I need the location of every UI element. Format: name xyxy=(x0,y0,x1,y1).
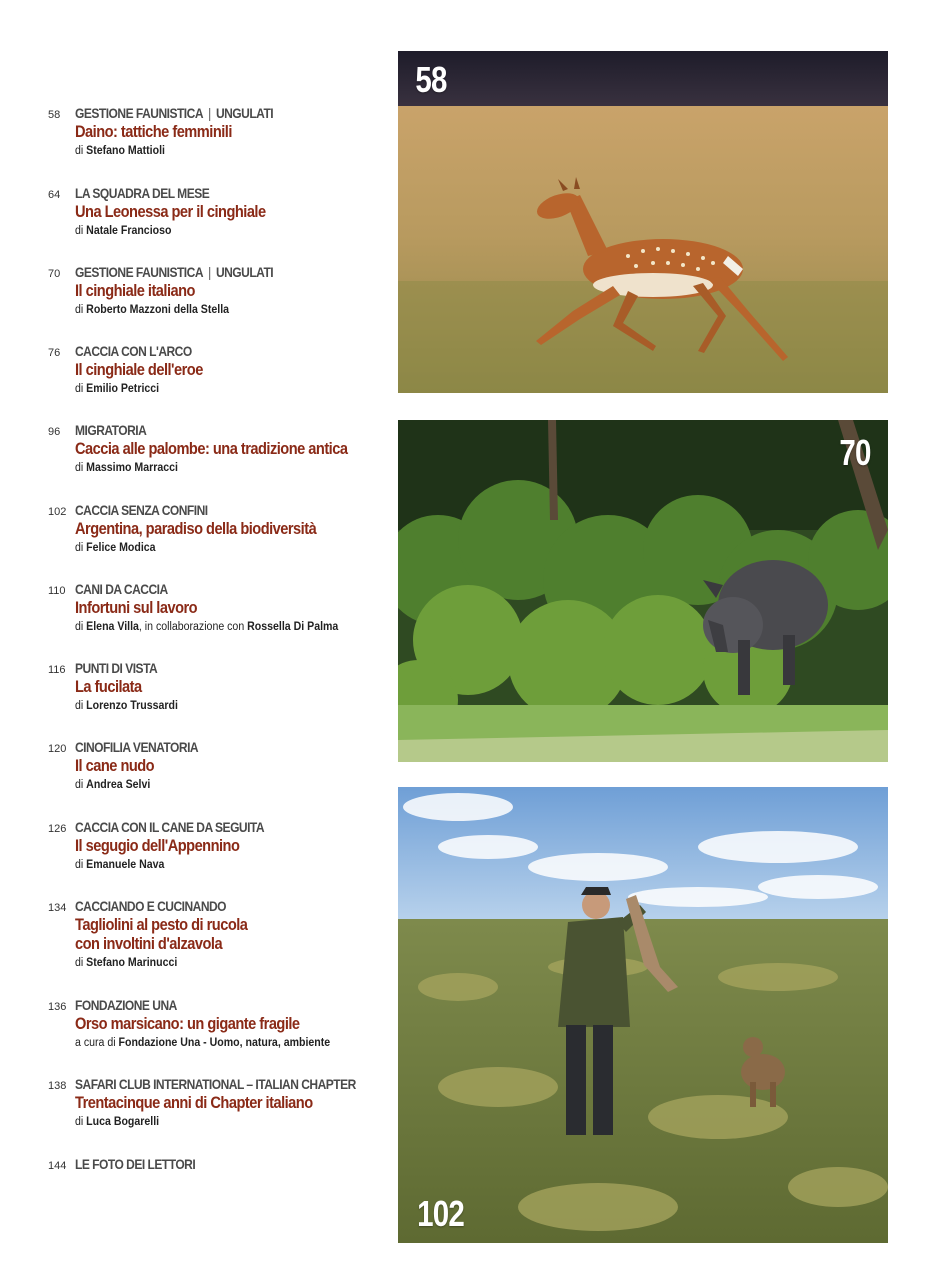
category-label: PUNTI DI VISTA xyxy=(75,660,158,676)
entry-title[interactable]: Trentacinque anni di Chapter italiano xyxy=(75,1093,313,1112)
entry-byline xyxy=(75,620,369,635)
author-name: Emanuele Nava xyxy=(86,859,165,871)
author-name: Stefano Marinucci xyxy=(86,957,178,969)
category-label: CANI DA CACCIA xyxy=(75,581,168,597)
entry-text xyxy=(75,263,395,318)
category-label: LE FOTO DEI LETTORI xyxy=(75,1156,196,1172)
entry-text xyxy=(75,1155,395,1173)
byline-prefix: di xyxy=(75,621,84,633)
byline-prefix: a cura di xyxy=(75,1037,116,1049)
entry-text xyxy=(75,818,395,873)
category-label: GESTIONE FAUNISTICA xyxy=(75,264,204,280)
entry-category xyxy=(75,818,350,836)
page-number: 70 xyxy=(48,268,61,280)
author-name: Felice Modica xyxy=(86,542,156,554)
entry-title[interactable]: Il cinghiale italiano xyxy=(75,281,195,300)
byline-prefix: di xyxy=(75,957,84,969)
author-name: Natale Francioso xyxy=(86,225,172,237)
author-name: Roberto Mazzoni della Stella xyxy=(86,304,230,316)
entry-category xyxy=(75,1155,350,1173)
subcategory-label: UNGULATI xyxy=(215,105,274,121)
entry-title[interactable]: Il cane nudo xyxy=(75,756,155,775)
entry-byline xyxy=(75,144,369,159)
byline-prefix: di xyxy=(75,542,84,554)
entry-text xyxy=(75,342,395,397)
entry-text xyxy=(75,580,395,635)
entry-title[interactable]: Il segugio dell'Appennino xyxy=(75,836,240,855)
category-label: GESTIONE FAUNISTICA xyxy=(75,105,204,121)
entry-byline xyxy=(75,461,369,476)
page-number: 136 xyxy=(48,1001,67,1013)
entry-byline xyxy=(75,1036,369,1051)
category-label: CACCIA CON IL CANE DA SEGUITA xyxy=(75,819,265,835)
byline-prefix: di xyxy=(75,700,84,712)
entry-text xyxy=(75,897,395,971)
entry-title[interactable]: Argentina, paradiso della biodiversità xyxy=(75,519,317,538)
byline-prefix: di xyxy=(75,462,84,474)
entry-text xyxy=(75,184,395,239)
entry-title[interactable]: La fucilata xyxy=(75,677,142,696)
entry-text xyxy=(75,996,395,1051)
page-number: 76 xyxy=(48,347,61,359)
byline-prefix: di xyxy=(75,304,84,316)
byline-prefix: di xyxy=(75,859,84,871)
category-label: CACCIANDO E CUCINANDO xyxy=(75,898,227,914)
byline-prefix: di xyxy=(75,145,84,157)
page-number: 126 xyxy=(48,823,67,835)
entry-byline xyxy=(75,858,369,873)
category-label: MIGRATORIA xyxy=(75,422,147,438)
page-number: 138 xyxy=(48,1080,67,1092)
entry-text xyxy=(75,1075,395,1130)
entry-title[interactable]: Tagliolini al pesto di rucola xyxy=(75,915,248,934)
entry-byline xyxy=(75,224,369,239)
category-separator: | xyxy=(208,264,211,280)
entry-category xyxy=(75,104,350,122)
entry-byline xyxy=(75,382,369,397)
entry-title[interactable]: Orso marsicano: un gigante fragile xyxy=(75,1014,300,1033)
category-label: CINOFILIA VENATORIA xyxy=(75,739,199,755)
entry-category xyxy=(75,996,350,1014)
category-label: CACCIA SENZA CONFINI xyxy=(75,502,208,518)
photo-deer xyxy=(398,51,888,393)
entry-category xyxy=(75,263,350,281)
entry-category xyxy=(75,342,350,360)
page-number: 144 xyxy=(48,1160,67,1172)
entry-text xyxy=(75,421,395,476)
photo-hunter xyxy=(398,787,888,1243)
photo-boar xyxy=(398,420,888,762)
entry-title[interactable]: Una Leonessa per il cinghiale xyxy=(75,202,266,221)
entry-byline xyxy=(75,778,369,793)
subcategory-label: UNGULATI xyxy=(215,264,274,280)
entry-byline xyxy=(75,1115,369,1130)
author-name: Andrea Selvi xyxy=(86,779,151,791)
byline-prefix: di xyxy=(75,779,84,791)
page-number: 110 xyxy=(48,585,66,597)
photo-page-badge: 102 xyxy=(417,1193,464,1234)
byline-prefix: di xyxy=(75,1116,84,1128)
author-name: Fondazione Una - Uomo, natura, ambiente xyxy=(118,1037,331,1049)
entry-title-line2[interactable]: con involtini d'alzavola xyxy=(75,934,223,953)
category-label: LA SQUADRA DEL MESE xyxy=(75,185,210,201)
photo-page-badge: 58 xyxy=(415,59,447,100)
entry-byline xyxy=(75,699,369,714)
page-number: 64 xyxy=(48,189,61,201)
entry-category xyxy=(75,184,350,202)
author-name: Massimo Marracci xyxy=(86,462,178,474)
author-name: Stefano Mattioli xyxy=(86,145,165,157)
entry-byline xyxy=(75,956,369,971)
entry-title[interactable]: Caccia alle palombe: una tradizione antica xyxy=(75,439,348,458)
byline-prefix: di xyxy=(75,225,84,237)
entry-text xyxy=(75,659,395,714)
author-name: Emilio Petricci xyxy=(86,383,160,395)
category-label: CACCIA CON L'ARCO xyxy=(75,343,192,359)
entry-category xyxy=(75,1075,356,1093)
entry-category xyxy=(75,501,350,519)
page-number: 134 xyxy=(48,902,67,914)
entry-text xyxy=(75,501,395,556)
category-label: FONDAZIONE UNA xyxy=(75,997,177,1013)
page-number: 120 xyxy=(48,743,67,755)
entry-byline xyxy=(75,541,369,556)
page-number: 116 xyxy=(48,664,66,676)
page-number: 58 xyxy=(48,109,61,121)
author-name: Elena Villa xyxy=(86,621,139,633)
entry-category xyxy=(75,897,350,915)
entry-category xyxy=(75,738,350,756)
entry-title[interactable]: Daino: tattiche femminili xyxy=(75,122,232,141)
page-number: 102 xyxy=(48,506,67,518)
category-separator: | xyxy=(208,105,211,121)
entry-text xyxy=(75,738,395,793)
entry-category xyxy=(75,421,350,439)
entry-category xyxy=(75,580,350,598)
entry-text xyxy=(75,104,395,159)
photo-page-badge: 70 xyxy=(839,432,871,473)
entry-byline xyxy=(75,303,369,318)
byline-connector: , in collaborazione con xyxy=(138,621,245,633)
page-number: 96 xyxy=(48,426,61,438)
coauthor-name: Rossella Di Palma xyxy=(247,621,339,633)
author-name: Luca Bogarelli xyxy=(86,1116,160,1128)
entry-title[interactable]: Il cinghiale dell'eroe xyxy=(75,360,203,379)
entry-category xyxy=(75,659,350,677)
entry-title[interactable]: Infortuni sul lavoro xyxy=(75,598,198,617)
category-label: SAFARI CLUB INTERNATIONAL – ITALIAN CHAPTER xyxy=(75,1076,356,1092)
author-name: Lorenzo Trussardi xyxy=(86,700,178,712)
byline-prefix: di xyxy=(75,383,84,395)
